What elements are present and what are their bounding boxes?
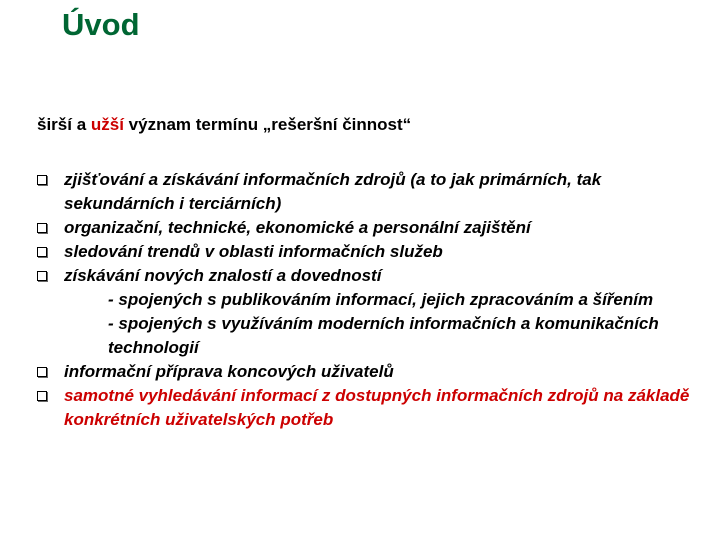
list-item-highlighted: [37, 384, 697, 432]
list-item-text: zjišťování a získávání informačních zdrojů (a to jak primárních, tak sekundárních i terciárních): [64, 170, 602, 213]
list-item-text: informační příprava koncových uživatelů: [64, 362, 394, 381]
list-item: [37, 216, 697, 240]
list-subitem: - spojených s využíváním moderních informačních a komunikačních technologií: [108, 314, 659, 357]
list-item-text: samotné vyhledávání informací z dostupných informačních zdrojů na základě konkrétních uživatelských potřeb: [64, 386, 690, 429]
list-item: [37, 240, 697, 264]
checkbox-bullet-icon: [37, 367, 47, 377]
list-item: [37, 360, 697, 384]
slide-subtitle: [37, 113, 411, 137]
list-subitem: - spojených s publikováním informací, jejich zpracováním a šířením: [108, 290, 654, 309]
list-item: [37, 168, 697, 216]
checkbox-bullet-icon: [37, 223, 47, 233]
bullet-list: [37, 168, 697, 432]
checkbox-bullet-icon: [37, 247, 47, 257]
checkbox-bullet-icon: [37, 271, 47, 281]
subtitle-part-1: širší a: [37, 115, 91, 134]
subtitle-accent: užší: [90, 115, 124, 134]
list-item: [37, 264, 697, 360]
subtitle-part-2: význam termínu „rešeršní činnost“: [123, 115, 412, 134]
checkbox-bullet-icon: [37, 175, 47, 185]
list-item-text: organizační, technické, ekonomické a personální zajištění: [64, 218, 531, 237]
checkbox-bullet-icon: [37, 391, 47, 401]
list-item-text: sledování trendů v oblasti informačních služeb: [64, 242, 443, 261]
list-item-text: získávání nových znalostí a dovedností: [64, 266, 382, 285]
slide-title: Úvod: [62, 7, 140, 42]
